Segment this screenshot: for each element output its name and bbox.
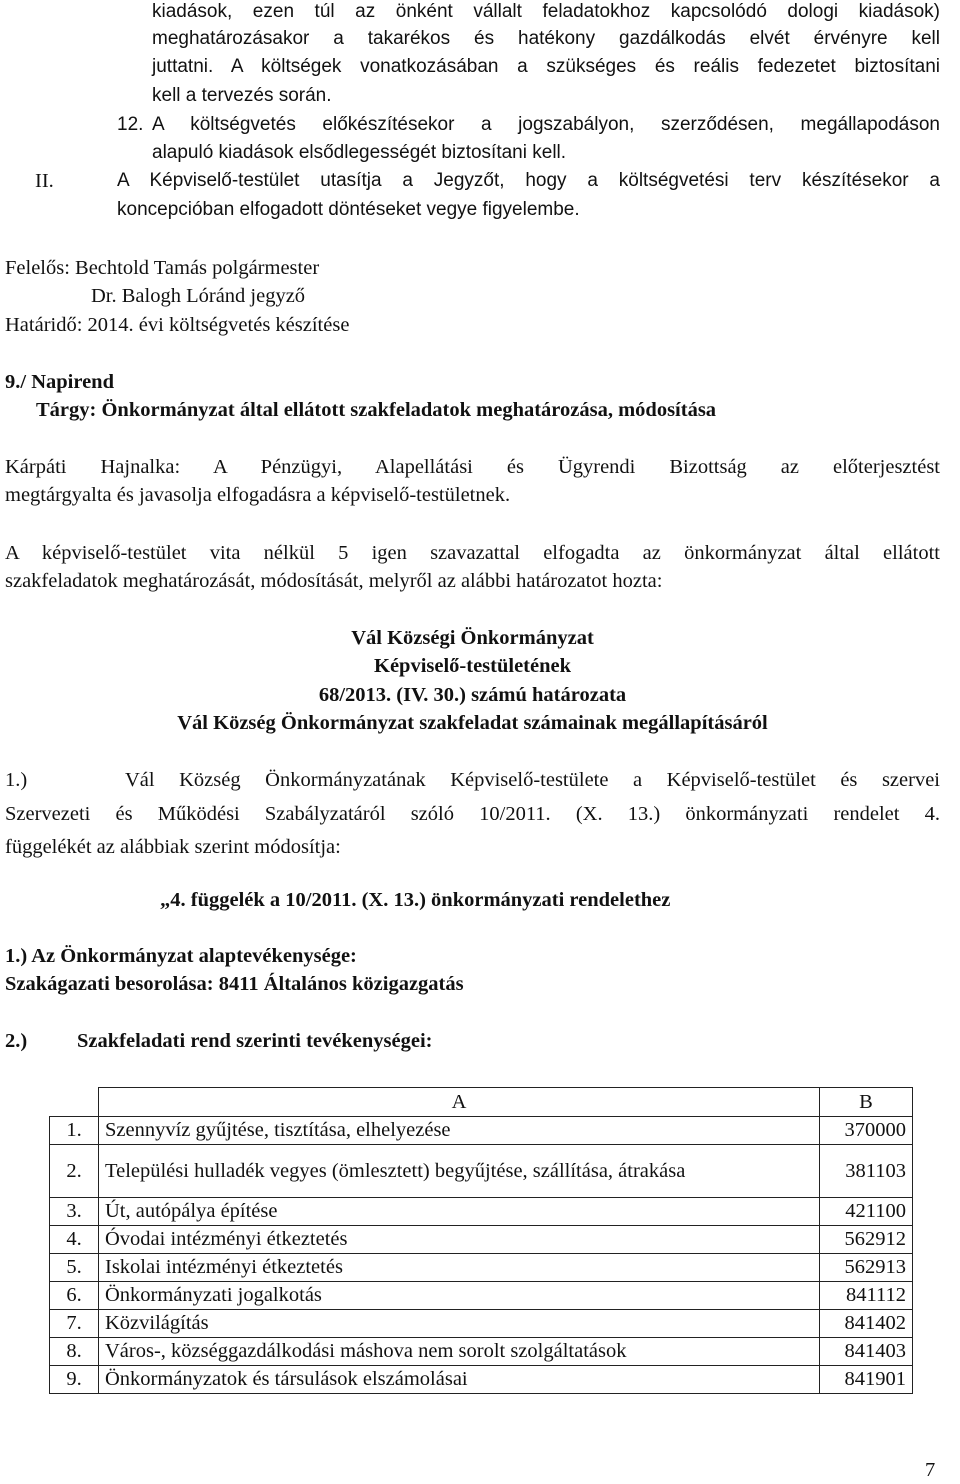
activities-title: Szakfeladati rend szerinti tevékenységei: — [77, 1030, 433, 1052]
item-12-line-1: A költségvetés előkészítésekor a jogszabályon, szerződésen, megállapodáson — [152, 114, 940, 135]
para-1-line-1: 1.) Vál Község Önkormányzatának Képviselő-testülete a Képviselő-testület és szervei — [5, 769, 940, 791]
item-12-number: 12. — [117, 114, 144, 135]
agenda-heading: 9./ Napirend — [5, 371, 114, 393]
activity-name-cell: Út, autópálya építése — [99, 1198, 820, 1226]
resolution-title-4: Vál Község Önkormányzat szakfeladat számainak megállapításáról — [177, 712, 768, 734]
table-row — [50, 1254, 913, 1282]
row-number-cell: 2. — [50, 1145, 99, 1198]
intro-line-3: juttatni. A költségek vonatkozásában a szükséges és reális fedezetet biztosítani — [152, 56, 940, 77]
activity-code-cell: 421100 — [820, 1198, 913, 1226]
activity-name-cell: Szennyvíz gyűjtése, tisztítása, elhelyezése — [99, 1117, 820, 1145]
activity-code-cell: 562913 — [820, 1254, 913, 1282]
item-II-line-2: koncepcióban elfogadott döntéseket vegye figyelembe. — [117, 199, 580, 220]
deadline-line: Határidő: 2014. évi költségvetés készítése — [5, 314, 350, 336]
responsible-line-2: Dr. Balogh Lóránd jegyző — [91, 285, 306, 307]
intro-line-1: kiadások, ezen túl az önként vállalt feladatokhoz kapcsolódó dologi kiadások) — [152, 1, 940, 22]
activity-code-cell: 562912 — [820, 1226, 913, 1254]
activity-name-cell: Települési hulladék vegyes (ömlesztett) begyűjtése, szállítása, átrakása — [99, 1145, 820, 1198]
row-number-cell: 5. — [50, 1254, 99, 1282]
row-number-cell: 4. — [50, 1226, 99, 1254]
row-number-cell: 8. — [50, 1338, 99, 1366]
activity-code-cell: 841402 — [820, 1310, 913, 1338]
activity-name-cell: Iskolai intézményi étkeztetés — [99, 1254, 820, 1282]
para-1-line-2: Szervezeti és Működési Szabályzatáról szóló 10/2011. (X. 13.) önkormányzati rendelet 4. — [5, 803, 940, 825]
activity-name-cell: Önkormányzati jogalkotás — [99, 1282, 820, 1310]
intro-line-4: kell a tervezés során. — [152, 85, 332, 106]
row-number-cell: 9. — [50, 1366, 99, 1394]
activity-code-cell: 841901 — [820, 1366, 913, 1394]
resolution-title-2: Képviselő-testületének — [374, 655, 571, 677]
agenda-subject: Tárgy: Önkormányzat által ellátott szakfeladatok meghatározása, módosítása — [36, 399, 717, 421]
activity-code-cell: 841403 — [820, 1338, 913, 1366]
sector-classification: Szakágazati besorolása: 8411 Általános közigazgatás — [5, 973, 464, 995]
table-header-row — [50, 1088, 913, 1117]
header-col-b: B — [820, 1088, 913, 1117]
table-row — [50, 1282, 913, 1310]
header-empty-cell — [50, 1088, 99, 1117]
activities-number: 2.) — [5, 1030, 28, 1052]
row-number-cell: 7. — [50, 1310, 99, 1338]
core-activity-title: 1.) Az Önkormányzat alaptevékenysége: — [5, 945, 357, 967]
page-number: 7 — [925, 1459, 936, 1481]
vote-line-2: szakfeladatok meghatározását, módosítását, melyről az alábbi határozatot hozta: — [5, 570, 663, 592]
responsible-line: Felelős: Bechtold Tamás polgármester — [5, 257, 320, 279]
item-II-number: II. — [35, 170, 54, 192]
activities-table — [49, 1087, 913, 1394]
table-row — [50, 1117, 913, 1145]
table-row — [50, 1145, 913, 1198]
row-number-cell: 1. — [50, 1117, 99, 1145]
table-row — [50, 1198, 913, 1226]
table-row — [50, 1226, 913, 1254]
row-number-cell: 6. — [50, 1282, 99, 1310]
activity-name-cell: Közvilágítás — [99, 1310, 820, 1338]
item-II-line-1: A Képviselő-testület utasítja a Jegyzőt, hogy a költségvetési terv készítésekor a — [117, 170, 940, 191]
resolution-title-1: Vál Községi Önkormányzat — [351, 627, 594, 649]
activity-code-cell: 841112 — [820, 1282, 913, 1310]
resolution-title-3: 68/2013. (IV. 30.) számú határozata — [318, 684, 627, 706]
activity-name-cell: Önkormányzatok és társulások elszámolásai — [99, 1366, 820, 1394]
table-row — [50, 1310, 913, 1338]
activity-code-cell: 381103 — [820, 1145, 913, 1198]
para-1-line-3: függelékét az alábbiak szerint módosítja: — [5, 836, 341, 858]
header-col-a: A — [99, 1088, 820, 1117]
activity-name-cell: Óvodai intézményi étkeztetés — [99, 1226, 820, 1254]
activity-name-cell: Város-, községgazdálkodási máshova nem sorolt szolgáltatások — [99, 1338, 820, 1366]
table-row — [50, 1338, 913, 1366]
karpati-line-1: Kárpáti Hajnalka: A Pénzügyi, Alapellátási és Ügyrendi Bizottság az előterjesztést — [5, 456, 940, 478]
row-number-cell: 3. — [50, 1198, 99, 1226]
appendix-title: „4. függelék a 10/2011. (X. 13.) önkormányzati rendelethez — [160, 889, 671, 911]
intro-line-2: meghatározásakor a takarékos és hatékony gazdálkodás elvét érvényre kell — [152, 28, 940, 49]
item-12-line-2: alapuló kiadások elsődlegességét biztosítani kell. — [152, 142, 567, 163]
karpati-line-2: megtárgyalta és javasolja elfogadásra a képviselő-testületnek. — [5, 484, 511, 506]
activity-code-cell: 370000 — [820, 1117, 913, 1145]
table-row — [50, 1366, 913, 1394]
vote-line-1: A képviselő-testület vita nélkül 5 igen szavazattal elfogadta az önkormányzat által ellátott — [5, 542, 940, 564]
